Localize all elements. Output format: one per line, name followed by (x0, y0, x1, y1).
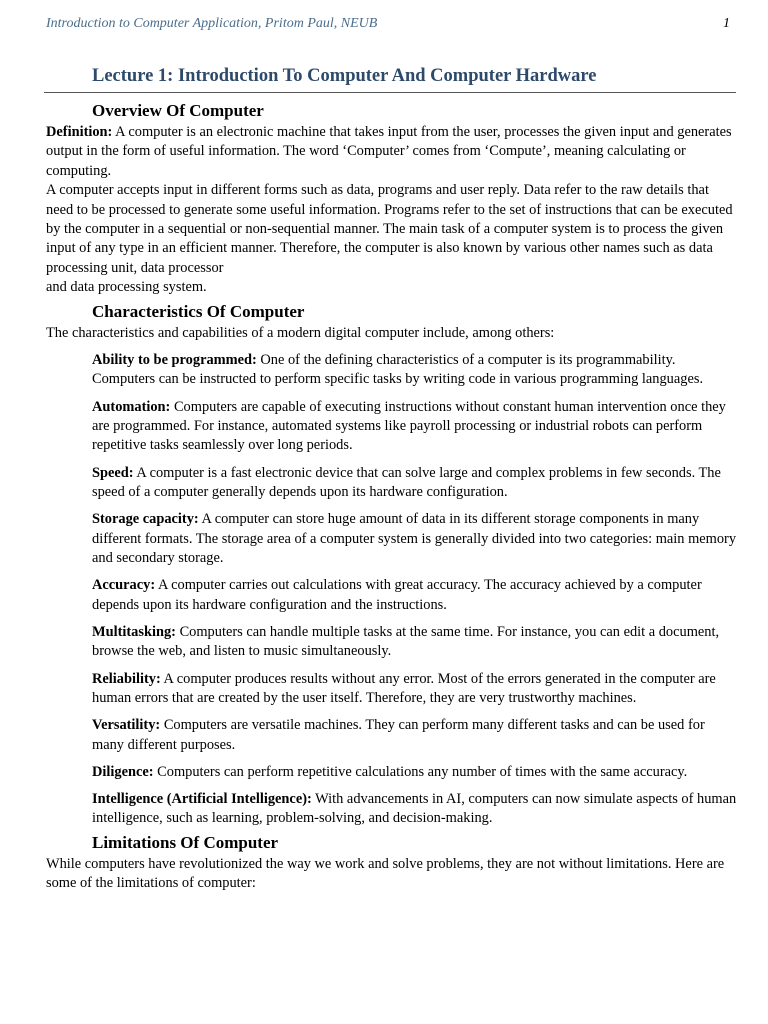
running-title: Introduction to Computer Application, Pritom Paul, NEUB (46, 16, 378, 31)
item-term: Speed: (92, 464, 134, 481)
item-term: Accuracy: (92, 577, 156, 594)
item-text: A computer produces results without any error. Most of the errors generated in the computer are human errors that are created by the user itself. Therefore, they are very trustworthy machines. (92, 670, 716, 706)
item-term: Multitasking: (92, 623, 176, 640)
item-text: With advancements in AI, computers can now simulate aspects of human intelligence, such as learning, problem-solving, and decision-making. (92, 790, 737, 827)
item-text: Computers can handle multiple tasks at the same time. For instance, you can edit a document, browse the web, and listen to music simultaneously. (92, 623, 720, 660)
item-text: A computer carries out calculations with great accuracy. The accuracy achieved by a computer depends upon its hardware configuration and the instructions. (92, 577, 702, 613)
page-number: 1 (723, 16, 730, 31)
item-text: Computers are capable of executing instructions without constant human intervention once they are programmed. For instance, automated systems like payroll processing or industrial robots can perform repetitive tasks seamlessly over long periods. (92, 398, 726, 454)
item-text: Computers are versatile machines. They can perform many different tasks and can be used for many different purposes. (92, 717, 705, 753)
item-text: Computers can perform repetitive calculations any number of times with the same accuracy. (153, 763, 688, 780)
item-term: Intelligence (Artificial Intelligence): (92, 790, 312, 807)
list-item (92, 623, 738, 662)
item-term: Versatility: (92, 717, 161, 734)
running-header (46, 16, 730, 36)
list-item (92, 464, 738, 503)
item-text: A computer can store huge amount of data in its different storage components in many different formats. The storage area of a computer system is generally divided into two categories: main memory and secondary storage. (92, 511, 737, 567)
list-item (92, 670, 738, 709)
list-item (92, 763, 738, 782)
item-term: Automation: (92, 398, 171, 415)
list-item (92, 576, 738, 615)
list-item (92, 790, 738, 829)
definition-paragraph (46, 123, 738, 181)
overview-paragraph-line1: A computer accepts input in different forms such as data, programs and user reply. Data refer to the raw details that need to be processed to generate some useful information. Programs refer to the set of instructions that can be executed by the computer in a sequential or non-sequential manner. The main task of a computer system is to process the given input of any type in an efficient manner. Therefore, the computer is also known by various other names such as data processing unit, data processor (46, 182, 733, 276)
title-underline (44, 92, 736, 93)
definition-term: Definition: (46, 124, 113, 140)
limitations-intro: While computers have revolutionized the way we work and solve problems, they are not without limitations. Here are some of the limitations of computer: (46, 855, 725, 892)
item-term: Storage capacity: (92, 511, 199, 528)
item-term: Diligence: (92, 763, 154, 780)
list-item (92, 398, 738, 456)
characteristics-heading: Characteristics Of Computer (92, 301, 305, 321)
item-text: A computer is a fast electronic device that can solve large and complex problems in few seconds. The speed of a computer generally depends upon its hardware configuration. (92, 464, 721, 501)
lecture-title: Lecture 1: Introduction To Computer And Computer Hardware (92, 66, 597, 86)
limitations-heading: Limitations Of Computer (92, 832, 279, 852)
list-item (92, 510, 738, 568)
item-text: One of the defining characteristics of a computer is its programmability. Computers can be instructed to perform specific tasks by writing code in various programming languages. (92, 352, 704, 388)
item-term: Reliability: (92, 670, 161, 687)
definition-text: A computer is an electronic machine that takes input from the user, processes the given input and generates output in the form of useful information. The word ‘Computer’ comes from ‘Compute’, meaning calculating or computing. (46, 124, 732, 179)
document-body (46, 99, 738, 894)
overview-paragraph-line2: and data processing system. (46, 279, 207, 296)
list-item (92, 716, 738, 755)
characteristics-list (46, 351, 738, 829)
list-item (92, 351, 738, 390)
characteristics-intro: The characteristics and capabilities of a modern digital computer include, among others: (46, 324, 555, 341)
item-term: Ability to be programmed: (92, 352, 257, 369)
overview-heading: Overview Of Computer (92, 101, 264, 120)
